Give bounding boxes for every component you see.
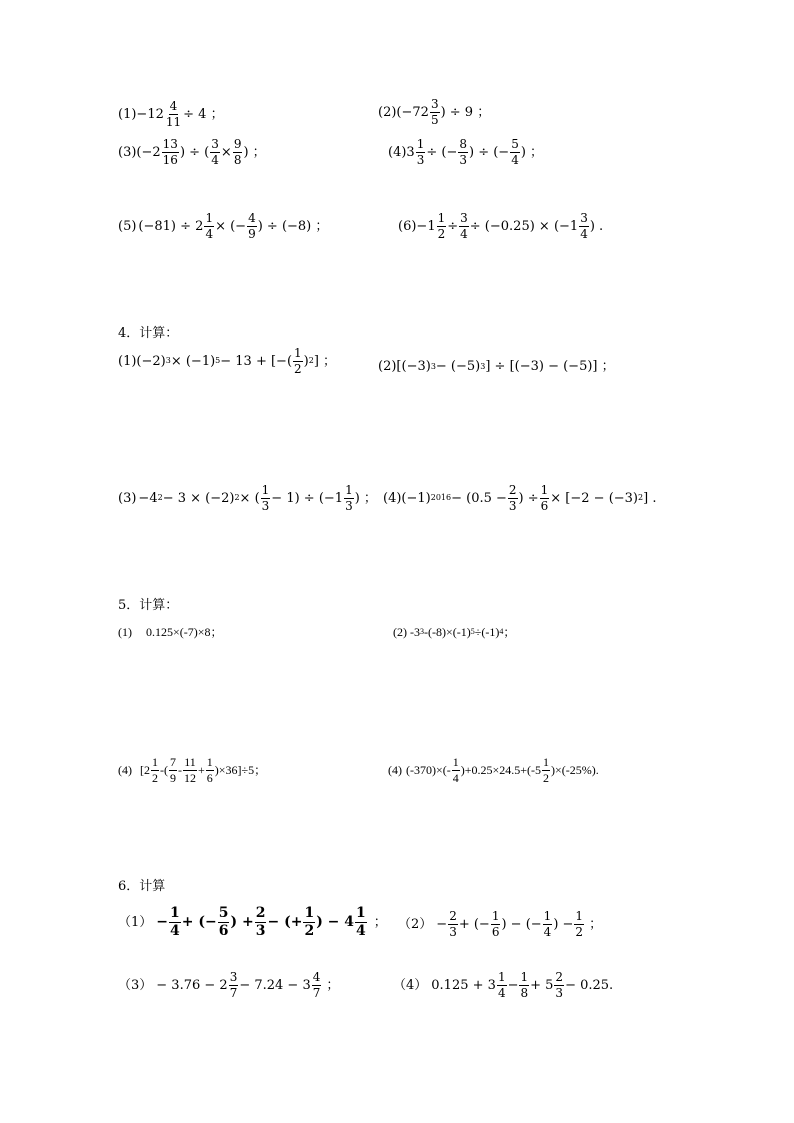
fraction: $\frac{1}{4}$ [170, 905, 180, 939]
problem-5-2: (2) -3 3 -(-8)×(-1) 5 ÷(-1) 4 ； [393, 625, 516, 639]
section-4-heading: 4．计算： [118, 326, 179, 341]
fraction: $\frac{7}{9}$ [170, 755, 176, 785]
fraction: $\frac{1}{3}$ [345, 483, 353, 513]
problem-5-4: (4) (-370)×(- $\frac{1}{4}$ )+0.25×24.5+(-5 $\frac{1}{2}$ )×(-25%). [388, 755, 599, 785]
problem-6-3: （3） − 3.76 − 2 $\frac{3}{7}$ − 7.24 − 3 $\frac{4}{7}$ ； [118, 970, 340, 1000]
fraction: $\frac{2}{3}$ [255, 905, 266, 939]
fraction: $\frac{5}{4}$ [511, 137, 519, 167]
problem-4-4: (4) (−1) 2016 − (0.5 − $\frac{2}{3}$ ) ÷ $\frac{1}{6}$ × [−2 − (−3) 2 ] . [383, 483, 657, 513]
problem-3-6: (6) −1 $\frac{1}{2}$ ÷ $\frac{3}{4}$ ÷ (−0.25) × (−1 $\frac{3}{4}$ ) . [398, 211, 604, 241]
fraction: $\frac{5}{6}$ [218, 905, 229, 939]
fraction: $\frac{11}{12}$ [184, 755, 196, 785]
fraction: $\frac{1}{2}$ [543, 755, 550, 785]
problem-6-2: （2） − $\frac{2}{3}$ + (− $\frac{1}{6}$ ) − (− $\frac{1}{4}$ ) − $\frac{1}{2}$ ； [398, 909, 603, 939]
fraction: $\frac{3}{5}$ [430, 97, 439, 127]
fraction: $\frac{8}{3}$ [459, 137, 467, 167]
fraction: $\frac{3}{7}$ [229, 970, 238, 1000]
fraction: $\frac{1}{4}$ [452, 755, 459, 785]
fraction: $\frac{2}{3}$ [449, 909, 457, 939]
section-5-heading: 5．计算： [118, 598, 179, 613]
section-6-heading: 6．计算 [118, 879, 166, 894]
problem-3-5: (5) (−81) ÷ 2 $\frac{1}{4}$ × (− $\frac{4}{9}$ ) ÷ (−8) ； [118, 211, 329, 241]
fraction: $\frac{3}{4}$ [460, 211, 468, 241]
fraction: $\frac{4}{11}$ [165, 99, 182, 129]
problem-3-1: (1) −12 $\frac{4}{11}$ ÷ 4 ； [118, 99, 224, 129]
problem-6-1: （1） − $\frac{1}{4}$ + (− $\frac{5}{6}$ ) + $\frac{2}{3}$ − (+ $\frac{1}{2}$ ) − 4 $\frac{1}{4}$ ； [118, 905, 387, 939]
fraction: $\frac{1}{2}$ [152, 755, 158, 785]
problem-6-4: （4） 0.125 + 3 $\frac{1}{4}$ − $\frac{1}{8}$ + 5 $\frac{2}{3}$ − 0.25. [393, 970, 614, 1000]
fraction: $\frac{1}{4}$ [356, 905, 366, 939]
fraction: $\frac{2}{3}$ [508, 483, 517, 513]
fraction: $\frac{1}{4}$ [543, 909, 552, 939]
problem-5-3: (4) [2 $\frac{1}{2}$ -( $\frac{7}{9}$ - $\frac{11}{12}$ + $\frac{1}{6}$ )×36]÷5； [118, 755, 267, 785]
fraction: $\frac{9}{8}$ [233, 137, 242, 167]
fraction: $\frac{1}{2}$ [575, 909, 584, 939]
fraction: $\frac{13}{16}$ [162, 137, 178, 167]
fraction: $\frac{1}{6}$ [206, 755, 213, 785]
fraction: $\frac{1}{2}$ [294, 346, 302, 376]
fraction: $\frac{1}{6}$ [540, 483, 549, 513]
fraction: $\frac{1}{4}$ [205, 211, 214, 241]
fraction: $\frac{1}{8}$ [520, 970, 529, 1000]
fraction: $\frac{3}{4}$ [580, 211, 588, 241]
problem-4-1: (1) (−2) 3 × (−1) 5 − 13 + [−( $\frac{1}{2}$ ) 2 ] ； [118, 346, 337, 376]
problem-3-3: (3) (−2 $\frac{13}{16}$ ) ÷ ( $\frac{3}{4}$ × $\frac{9}{8}$ ) ； [118, 137, 266, 167]
fraction: $\frac{1}{3}$ [261, 483, 270, 513]
problem-4-3: (3) −4 2 − 3 × (−2) 2 × ( $\frac{1}{3}$ − 1) ÷ (−1 $\frac{1}{3}$ ) ； [118, 483, 377, 513]
problem-4-2: (2) [(−3) 3 − (−5) 3 ] ÷ [(−3) − (−5)] ； [378, 359, 615, 374]
problem-3-2: (2) (−72 $\frac{3}{5}$ ) ÷ 9 ； [378, 97, 491, 127]
fraction: $\frac{2}{3}$ [555, 970, 564, 1000]
fraction: $\frac{1}{2}$ [437, 211, 446, 241]
fraction: $\frac{1}{3}$ [416, 137, 425, 167]
fraction: $\frac{4}{7}$ [312, 970, 321, 1000]
fraction: $\frac{3}{4}$ [211, 137, 219, 167]
problem-5-1: (1) 0.125×(-7)×8； [118, 625, 223, 639]
fraction: $\frac{1}{2}$ [304, 905, 315, 939]
fraction: $\frac{4}{9}$ [248, 211, 256, 241]
fraction: $\frac{1}{6}$ [491, 909, 500, 939]
fraction: $\frac{1}{4}$ [497, 970, 506, 1000]
problem-3-4: (4) 3 $\frac{1}{3}$ ÷ (− $\frac{8}{3}$ ) ÷ (− $\frac{5}{4}$ ) ； [388, 137, 544, 167]
